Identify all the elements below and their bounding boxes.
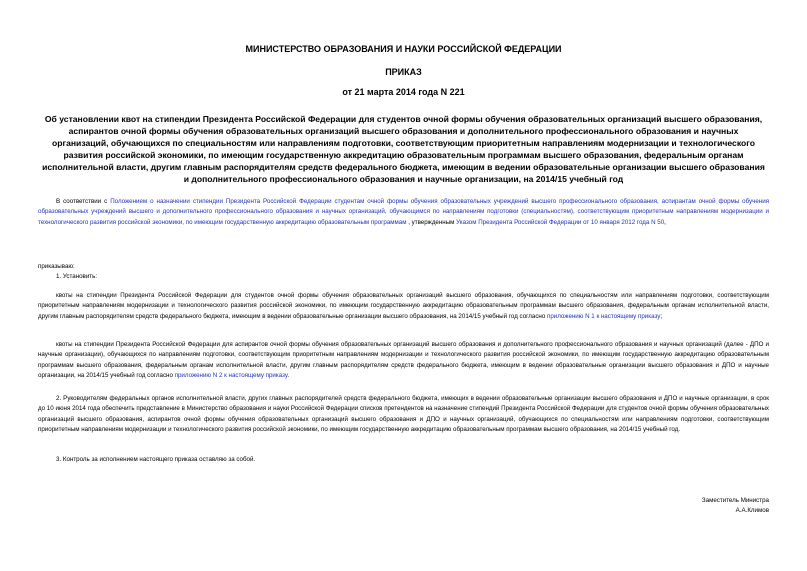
preamble-prefix: В соответствии с [56, 198, 111, 205]
item-2-paragraph: 2. Руководителям федеральных органов исполнительной власти, других главных распорядителей средств федерального бюджета, имеющих в ведении образовательные организации высшего образования и ДПО и научные организации, в срок до 10 июня 2014 года обеспечить представление в Министерство образования и науки Российской Федерации списков претендентов на назначение стипендий Президента Российской Федерации для студентов очной формы обучения образовательных организаций высшего образования, аспирантов очной формы обучения образовательных организаций высшего образования и ДПО и научных организаций, обучающихся по специальностям или направлениям подготовки, соответствующим приоритетным направлениям модернизации и технологического развития российской экономики, по имеющим государственную аккредитацию образовательным программам высшего образования, на 2014/15 учебный год. [38, 395, 769, 434]
preamble-paragraph [38, 197, 769, 228]
quota-2-suffix: . [287, 372, 290, 380]
signature-block [702, 496, 769, 517]
item-1: 1. Установить: [56, 273, 98, 280]
quota-2-paragraph [38, 340, 769, 382]
doc-type-heading: ПРИКАЗ [385, 67, 422, 77]
quota-1-paragraph [38, 291, 769, 322]
preamble-middle: , утвержденным [406, 218, 457, 226]
decree-link[interactable]: Указом Президента Российской Федерации от 10 января 2012 года N 50 [456, 218, 665, 226]
order-word: приказываю: [38, 263, 75, 270]
quota-2-text: квоты на стипендии Президента Российской Федерации для аспирантов очной формы обучения образовательных организаций высшего образования и дополнительного профессионального образования и научных организаций (далее - ДПО и научные организации), обучающихся по направлениям подготовки, соответствующим приоритетным направлениям модернизации и технологического развития российской экономики, по имеющим государственную аккредитацию образовательным программам высшего образования, федеральным органам исполнительной власти, другим главным распорядителям средств федерального бюджета, имеющим в ведении образовательные организации высшего образования и ДПО и научные организации, на 2014/15 учебный год согласно [38, 341, 769, 380]
appendix-2-link[interactable]: приложению N 2 к настоящему приказу [174, 372, 288, 380]
quota-1-suffix: ; [660, 312, 663, 320]
appendix-1-link[interactable]: приложению N 1 к настоящему приказу [547, 312, 661, 320]
item-3: 3. Контроль за исполнением настоящего приказа оставляю за собой. [56, 456, 256, 463]
date-number-heading: от 21 марта 2014 года N 221 [342, 87, 465, 97]
preamble-suffix: , [664, 218, 666, 226]
document-title: Об установлении квот на стипендии Президента Российской Федерации для студентов очной формы обучения образовательных организаций высшего образования, аспирантов очной формы обучения образовательных организаций высшего образования и дополнительного профессионального образования и научных организаций, обучающихся по специальностям или направлениям подготовки, соответствующим приоритетным направлениям модернизации и технологического развития российской экономики, по имеющим государственную аккредитацию образовательным программам высшего образования, федеральным органам исполнительной власти, другим главным распорядителям средств федерального бюджета, имеющим в ведении образовательные организации высшего образования и дополнительного профессионального образования и научные организации, на 2014/15 учебный год [42, 114, 765, 184]
signature-position: Заместитель Министра [701, 497, 769, 504]
quota-1-text: квоты на стипендии Президента Российской Федерации для студентов очной формы обучения образовательных организаций высшего образования, обучающихся по специальностям или направлениям подготовки, соответствующим приоритетным направлениям модернизации и технологического развития российской экономики, по имеющим государственную аккредитацию образовательным программам высшего образования, федеральным органам исполнительной власти, другим главным распорядителям средств федерального бюджета, имеющим в ведении образовательные организации высшего образования, на 2014/15 учебный год согласно [38, 292, 769, 320]
ministry-heading: МИНИСТЕРСТВО ОБРАЗОВАНИЯ И НАУКИ РОССИЙСКОЙ ФЕДЕРАЦИИ [245, 44, 562, 54]
regulation-link[interactable]: Положением о назначении стипендии Президента Российской Федерации студентам очной формы обучения образовательных учреждений высшего профессионального образования, аспирантам очной формы обучения образовательных учреждений высшего и дополнительного профессионального образования и научных организаций, обучающимся по направлениям подготовки (специальностям), соответствующим приоритетным направлениям модернизации и технологического развития российской экономики, по имеющим государственную аккредитацию образовательным программам [38, 198, 770, 226]
signature-name: А.А.Климов [735, 507, 769, 515]
